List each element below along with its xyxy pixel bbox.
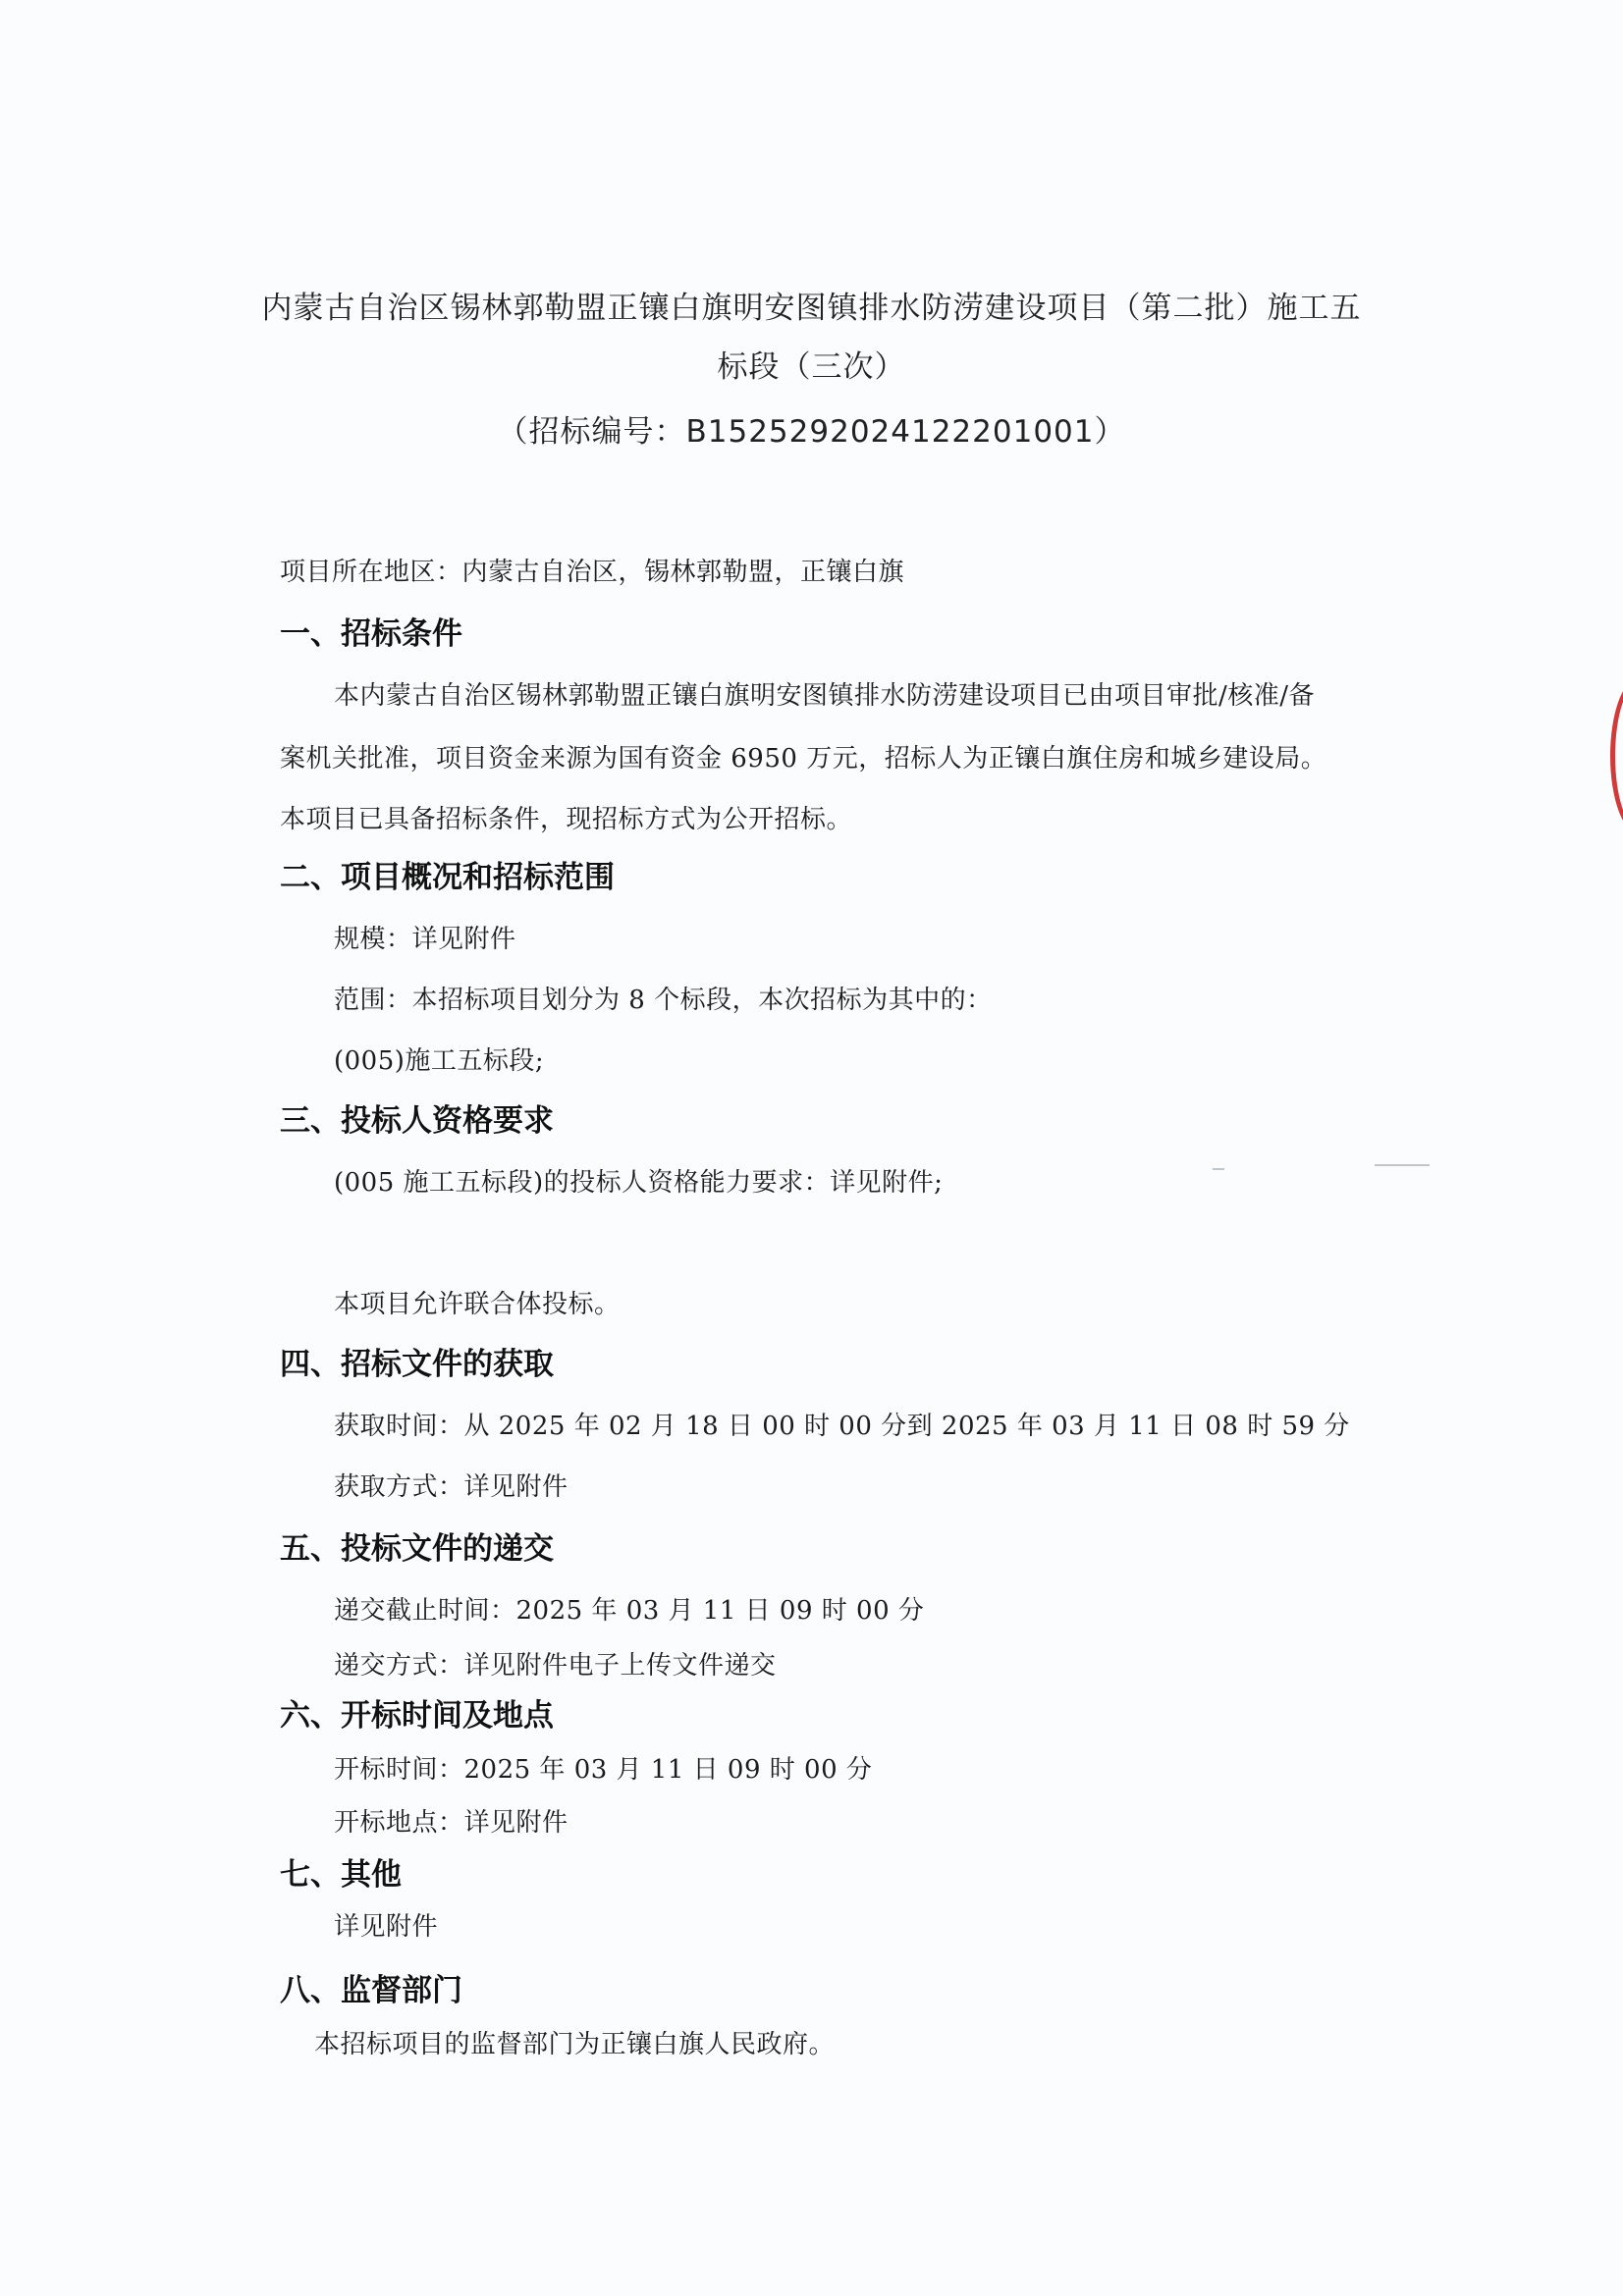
section8-text: 本招标项目的监督部门为正镶白旗人民政府。 bbox=[314, 2030, 836, 2059]
section-heading-6: 六、开标时间及地点 bbox=[280, 1698, 554, 1734]
section5-deadline: 递交截止时间：2025 年 03 月 11 日 09 时 00 分 bbox=[334, 1596, 925, 1626]
section-heading-4: 四、招标文件的获取 bbox=[280, 1347, 554, 1382]
section-heading-2: 二、项目概况和招标范围 bbox=[280, 860, 615, 895]
section2-scope: 范围：本招标项目划分为 8 个标段，本次招标为其中的： bbox=[334, 986, 993, 1015]
section6-time: 开标时间：2025 年 03 月 11 日 09 时 00 分 bbox=[334, 1755, 873, 1785]
section3-consortium: 本项目允许联合体投标。 bbox=[334, 1290, 621, 1319]
document-title-line1: 内蒙古自治区锡林郭勒盟正镶白旗明安图镇排水防涝建设项目（第二批）施工五 bbox=[261, 291, 1362, 326]
scan-speck bbox=[1213, 1168, 1224, 1170]
section2-lot: (005)施工五标段; bbox=[334, 1046, 545, 1076]
section4-method: 获取方式：详见附件 bbox=[334, 1472, 568, 1502]
document-title-line2: 标段（三次） bbox=[717, 349, 906, 385]
section-heading-8: 八、监督部门 bbox=[280, 1973, 462, 2008]
section-heading-5: 五、投标文件的递交 bbox=[280, 1531, 554, 1567]
section1-paragraph-line3: 本项目已具备招标条件，现招标方式为公开招标。 bbox=[280, 805, 853, 834]
section3-requirement: (005 施工五标段)的投标人资格能力要求：详见附件; bbox=[334, 1168, 944, 1198]
section1-paragraph-line2: 案机关批准，项目资金来源为国有资金 6950 万元，招标人为正镶白旗住房和城乡建设局。 bbox=[280, 744, 1327, 774]
section6-place: 开标地点：详见附件 bbox=[334, 1808, 568, 1838]
red-seal-edge bbox=[1610, 677, 1623, 834]
section1-paragraph-line1: 本内蒙古自治区锡林郭勒盟正镶白旗明安图镇排水防涝建设项目已由项目审批/核准/备 bbox=[334, 681, 1316, 711]
section-heading-7: 七、其他 bbox=[280, 1857, 402, 1893]
bid-number: （招标编号：B1525292024122201001） bbox=[497, 414, 1126, 450]
section-heading-3: 三、投标人资格要求 bbox=[280, 1103, 554, 1139]
section2-scale: 规模：详见附件 bbox=[334, 925, 516, 954]
section5-method: 递交方式：详见附件电子上传文件递交 bbox=[334, 1651, 777, 1681]
section4-time: 获取时间：从 2025 年 02 月 18 日 00 时 00 分到 2025 年 03 月 11 日 08 时 59 分 bbox=[334, 1412, 1350, 1441]
project-region: 项目所在地区：内蒙古自治区，锡林郭勒盟，正镶白旗 bbox=[280, 558, 905, 587]
section7-text: 详见附件 bbox=[334, 1912, 439, 1942]
scan-speck bbox=[1375, 1164, 1430, 1166]
section-heading-1: 一、招标条件 bbox=[280, 616, 462, 652]
